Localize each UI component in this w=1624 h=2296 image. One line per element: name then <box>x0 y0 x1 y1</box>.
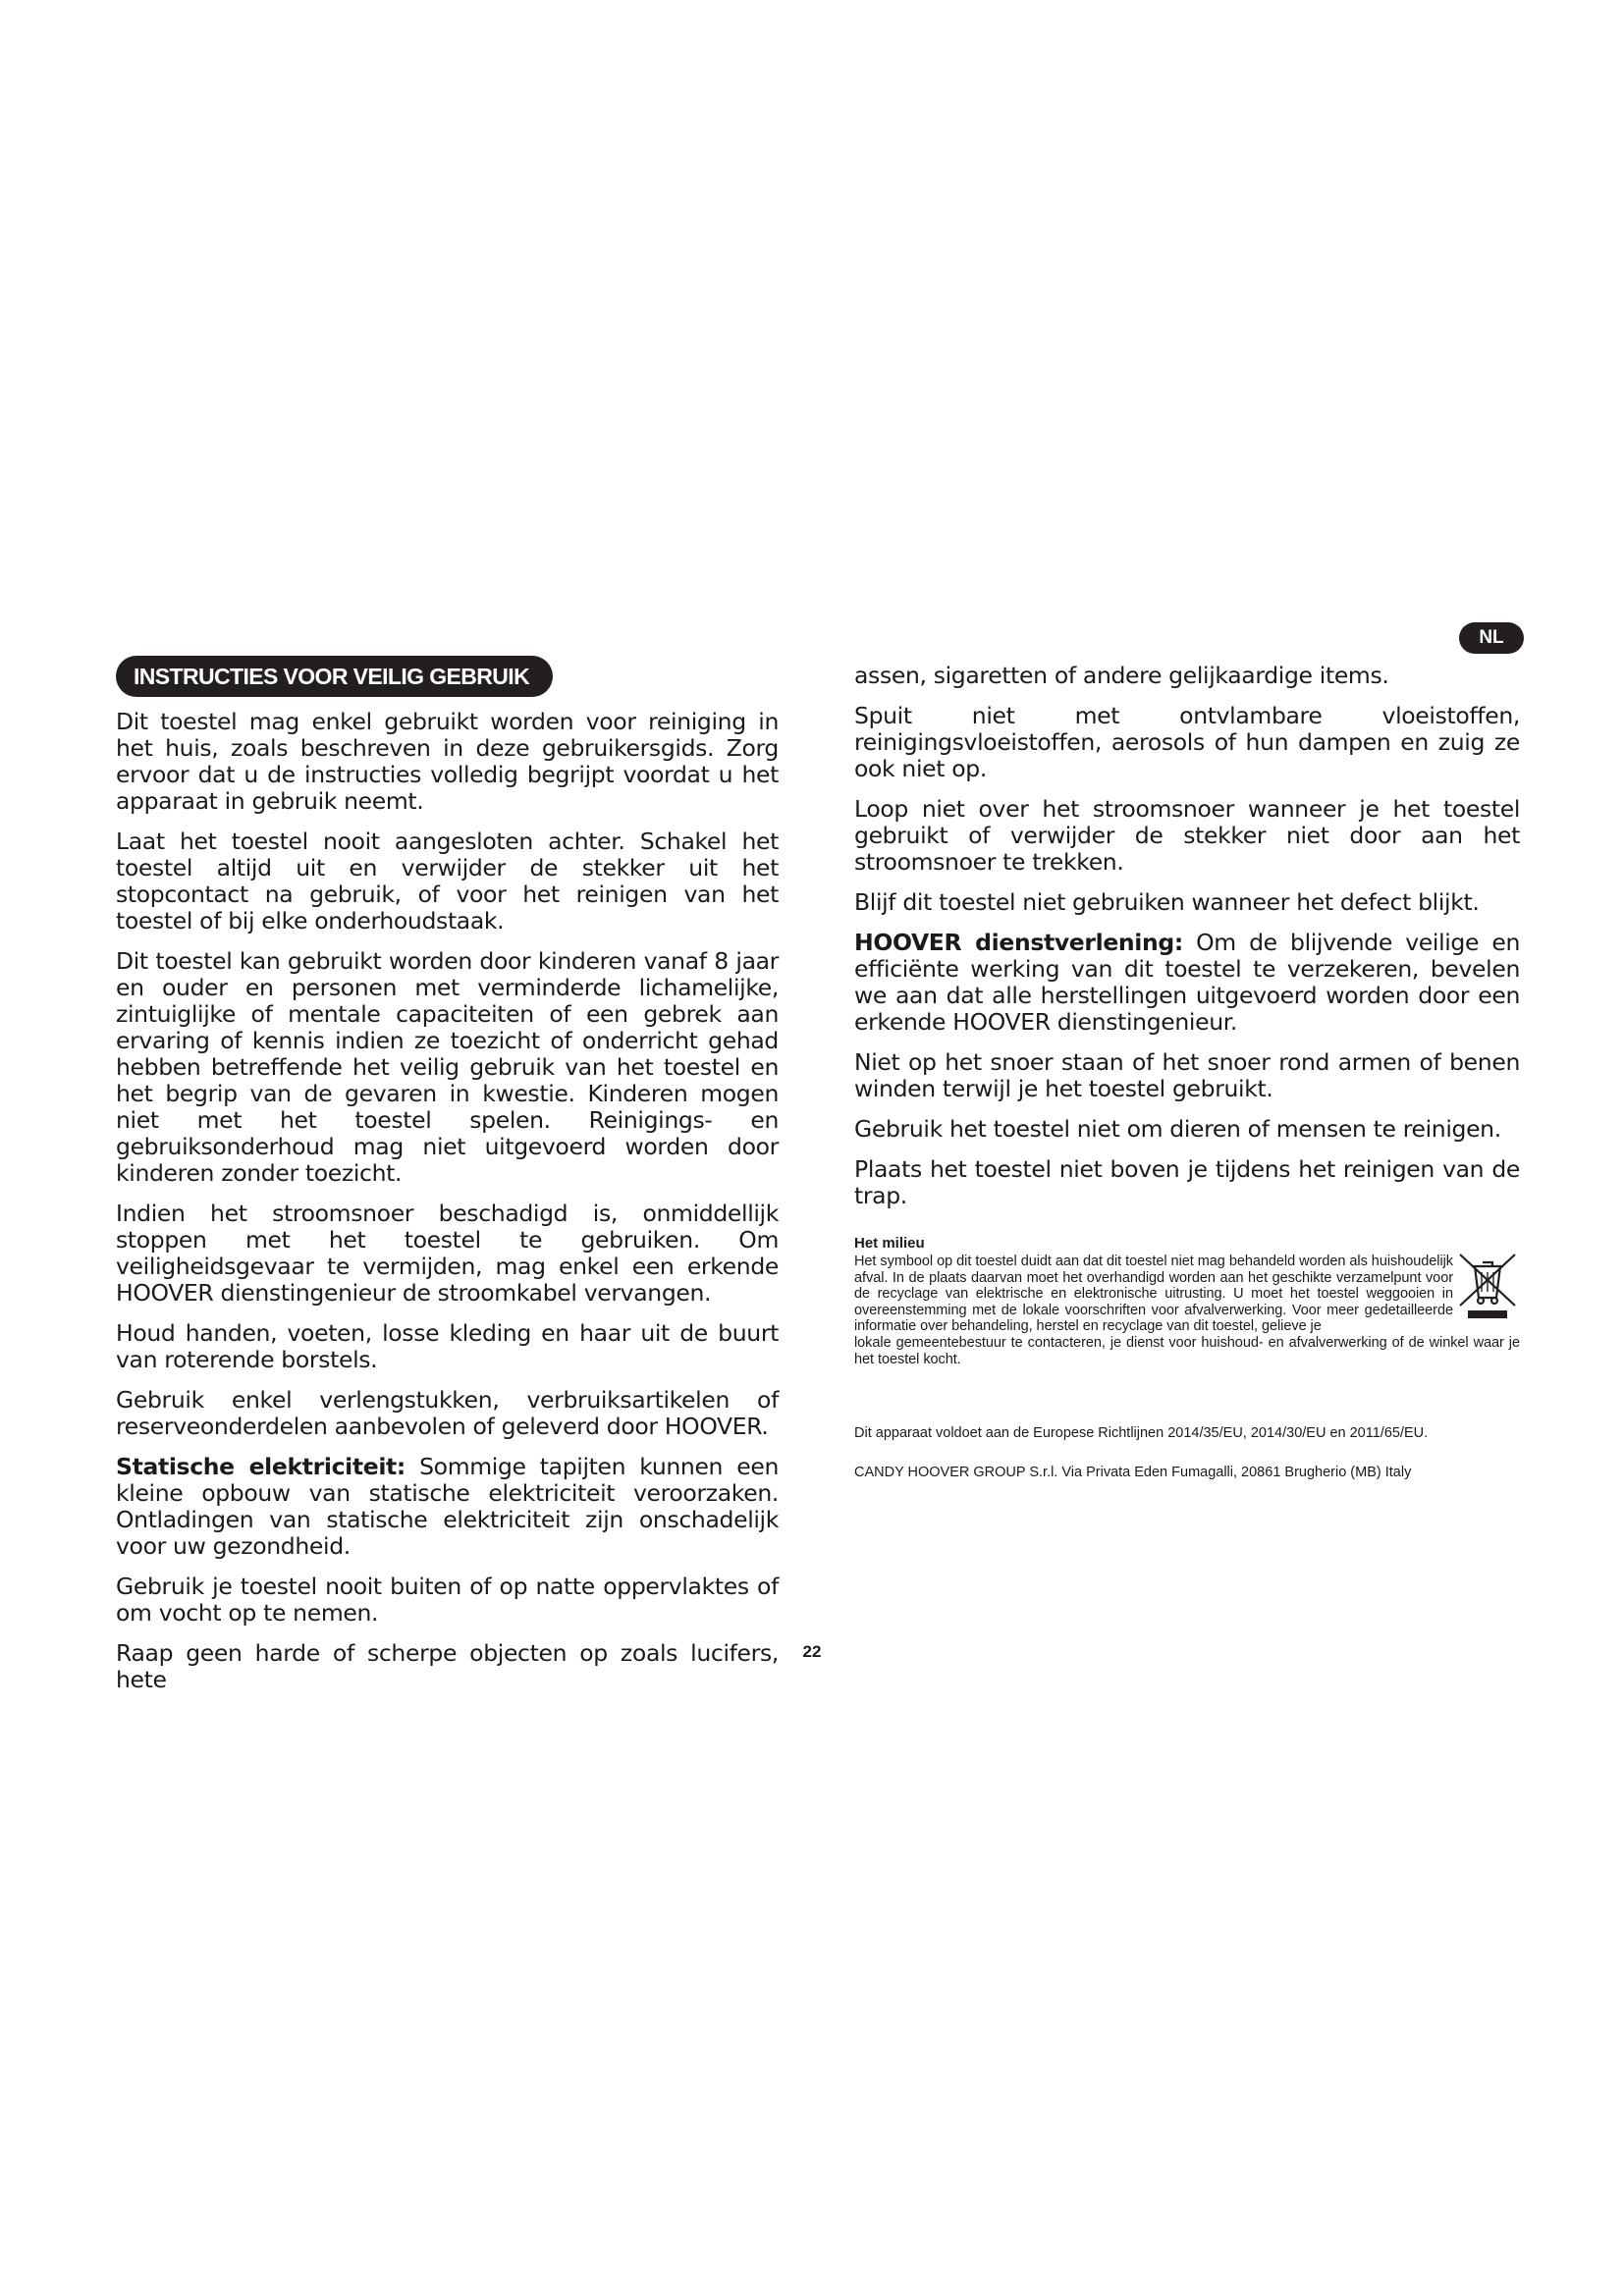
language-badge <box>1459 622 1524 654</box>
environment-text: Het symbool op dit toestel duidt aan dat dit toestel niet mag behandeld worden als huishoudelijk afval. In de plaats daarvan moet het overhandigd worden aan het geschikte verzamelpunt voor de recyclage van elektrische en elektronische uitrusting. U moet het toestel weggooien in overeenstemming met de lokale voorschriften voor afvalverwerking. Voor meer gedetailleerde informatie over behandeling, herstel en recyclage van dit toestel, gelieve je <box>854 1254 1453 1335</box>
manufacturer-address: CANDY HOOVER GROUP S.r.l. Via Privata Eden Fumagalli, 20861 Brugherio (MB) Italy <box>854 1465 1412 1480</box>
paragraph: Gebruik enkel verlengstukken, verbruiksartikelen of reserveonderdelen aanbevolen of geleverd door HOOVER. <box>116 1386 779 1440</box>
weee-crossed-bin-icon <box>1456 1249 1519 1319</box>
section-heading <box>116 656 553 697</box>
bold-label: Statische elektriciteit: <box>116 1453 406 1480</box>
bold-label: HOOVER dienstverlening: <box>854 929 1183 956</box>
paragraph: Loop niet over het stroomsnoer wanneer je het toestel gebruikt of verwijder de stekker niet door aan het stroomsnoer te trekken. <box>854 795 1520 876</box>
language-badge-text: NL <box>1479 627 1504 648</box>
paragraph: Niet op het snoer staan of het snoer rond armen of benen winden terwijl je het toestel gebruikt. <box>854 1048 1520 1102</box>
environment-text-continued: lokale gemeentebestuur te contacteren, je dienst voor huishoud- en afvalverwerking of de winkel waar je het toestel kocht. <box>854 1334 1520 1367</box>
page-number: 22 <box>802 1642 822 1661</box>
paragraph: HOOVER dienstverlening: Om de blijvende veilige en efficiënte werking van dit toestel te verzekeren, bevelen we aan dat alle herstellingen uitgevoerd worden door een erkende HOOVER dienstingenieur. <box>854 929 1520 1036</box>
paragraph: assen, sigaretten of andere gelijkaardige items. <box>854 662 1389 689</box>
compliance-statement: Dit apparaat voldoet aan de Europese Richtlijnen 2014/35/EU, 2014/30/EU en 2011/65/EU. <box>854 1425 1429 1441</box>
paragraph: Statische elektriciteit: Sommige tapijten kunnen een kleine opbouw van statische elektriciteit veroorzaken. Ontladingen van statische elektriciteit zijn onschadelijk voor uw gezondheid. <box>116 1453 779 1560</box>
paragraph: Laat het toestel nooit aangesloten achter. Schakel het toestel altijd uit en verwijder de stekker uit het stopcontact na gebruik, of voor het reinigen van het toestel of bij elke onderhoudstaak. <box>116 828 779 934</box>
paragraph: Dit toestel kan gebruikt worden door kinderen vanaf 8 jaar en ouder en personen met verminderde lichamelijke, zintuiglijke of mentale capaciteiten of een gebrek aan ervaring of kennis indien ze toezicht of onderricht gehad hebben betreffende het veilig gebruik van het toestel en het begrip van de gevaren in kwestie. Kinderen mogen niet met het toestel spelen. Reinigings- en gebruiksonderhoud mag niet uitgevoerd worden door kinderen zonder toezicht. <box>116 947 779 1187</box>
right-column <box>854 663 1520 1223</box>
paragraph: Houd handen, voeten, losse kleding en haar uit de buurt van roterende borstels. <box>116 1319 779 1373</box>
paragraph: Indien het stroomsnoer beschadigd is, onmiddellijk stoppen met het toestel te gebruiken. Om veiligheidsgevaar te vermijden, mag enkel een erkende HOOVER dienstingenieur de stroomkabel vervangen. <box>116 1200 779 1307</box>
environment-title: Het milieu <box>854 1235 925 1252</box>
paragraph: Raap geen harde of scherpe objecten op zoals lucifers, hete <box>116 1639 779 1693</box>
paragraph: Gebruik je toestel nooit buiten of op natte oppervlaktes of om vocht op te nemen. <box>116 1573 779 1627</box>
paragraph: Plaats het toestel niet boven je tijdens het reinigen van de trap. <box>854 1155 1520 1209</box>
paragraph: Dit toestel mag enkel gebruikt worden voor reiniging in het huis, zoals beschreven in deze gebruikersgids. Zorg ervoor dat u de instructies volledig begrijpt voordat u het apparaat in gebruik neemt. <box>116 708 779 815</box>
section-heading-text: INSTRUCTIES VOOR VEILIG GEBRUIK <box>134 663 530 689</box>
paragraph: Gebruik het toestel niet om dieren of mensen te reinigen. <box>854 1115 1501 1143</box>
paragraph: Blijf dit toestel niet gebruiken wanneer het defect blijkt. <box>854 888 1480 916</box>
environment-notice <box>854 1235 1520 1367</box>
paragraph: Spuit niet met ontvlambare vloeistoffen, reinigingsvloeistoffen, aerosols of hun dampen en zuig ze ook niet op. <box>854 702 1520 782</box>
left-column <box>116 709 779 1707</box>
